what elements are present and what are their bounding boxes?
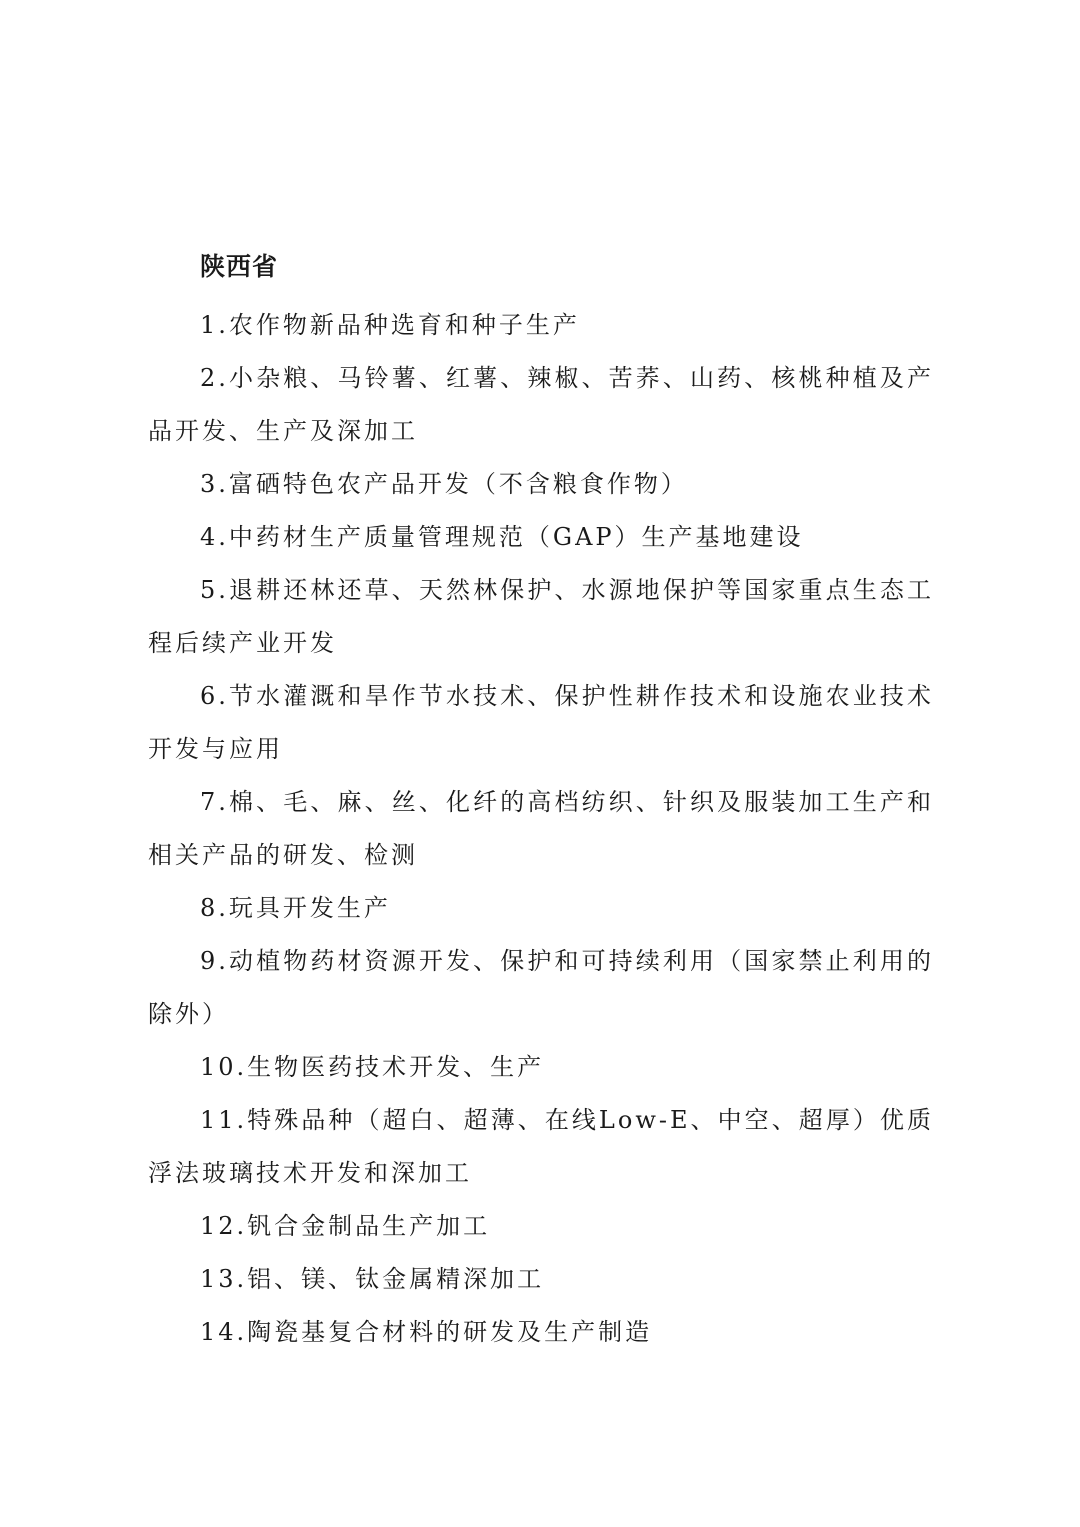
list-item-10: 10.生物医药技术开发、生产: [200, 1053, 545, 1081]
document-content: [148, 246, 934, 1359]
list-item-9: 9.动植物药材资源开发、保护和可持续利用（国家禁止利用的除外）: [148, 947, 934, 1028]
list-item-8: 8.玩具开发生产: [200, 894, 391, 922]
list-item-1: 1.农作物新品种选育和种子生产: [200, 311, 580, 339]
list-item-14: 14.陶瓷基复合材料的研发及生产制造: [200, 1318, 653, 1346]
list-item-4: 4.中药材生产质量管理规范（GAP）生产基地建设: [200, 523, 804, 551]
list-item-3: 3.富硒特色农产品开发（不含粮食作物）: [200, 470, 688, 498]
province-heading: 陕西省: [200, 252, 279, 281]
list-item-13: 13.铝、镁、钛金属精深加工: [200, 1265, 545, 1293]
list-item-12: 12.钒合金制品生产加工: [200, 1212, 491, 1240]
list-item-5: 5.退耕还林还草、天然林保护、水源地保护等国家重点生态工程后续产业开发: [148, 576, 934, 657]
list-item-7: 7.棉、毛、麻、丝、化纤的高档纺织、针织及服装加工生产和相关产品的研发、检测: [148, 788, 934, 869]
list-item-11: 11.特殊品种（超白、超薄、在线Low-E、中空、超厚）优质浮法玻璃技术开发和深加工: [148, 1106, 934, 1187]
list-item-6: 6.节水灌溉和旱作节水技术、保护性耕作技术和设施农业技术开发与应用: [148, 682, 934, 763]
list-item-2: 2.小杂粮、马铃薯、红薯、辣椒、苦荞、山药、核桃种植及产品开发、生产及深加工: [148, 364, 934, 445]
